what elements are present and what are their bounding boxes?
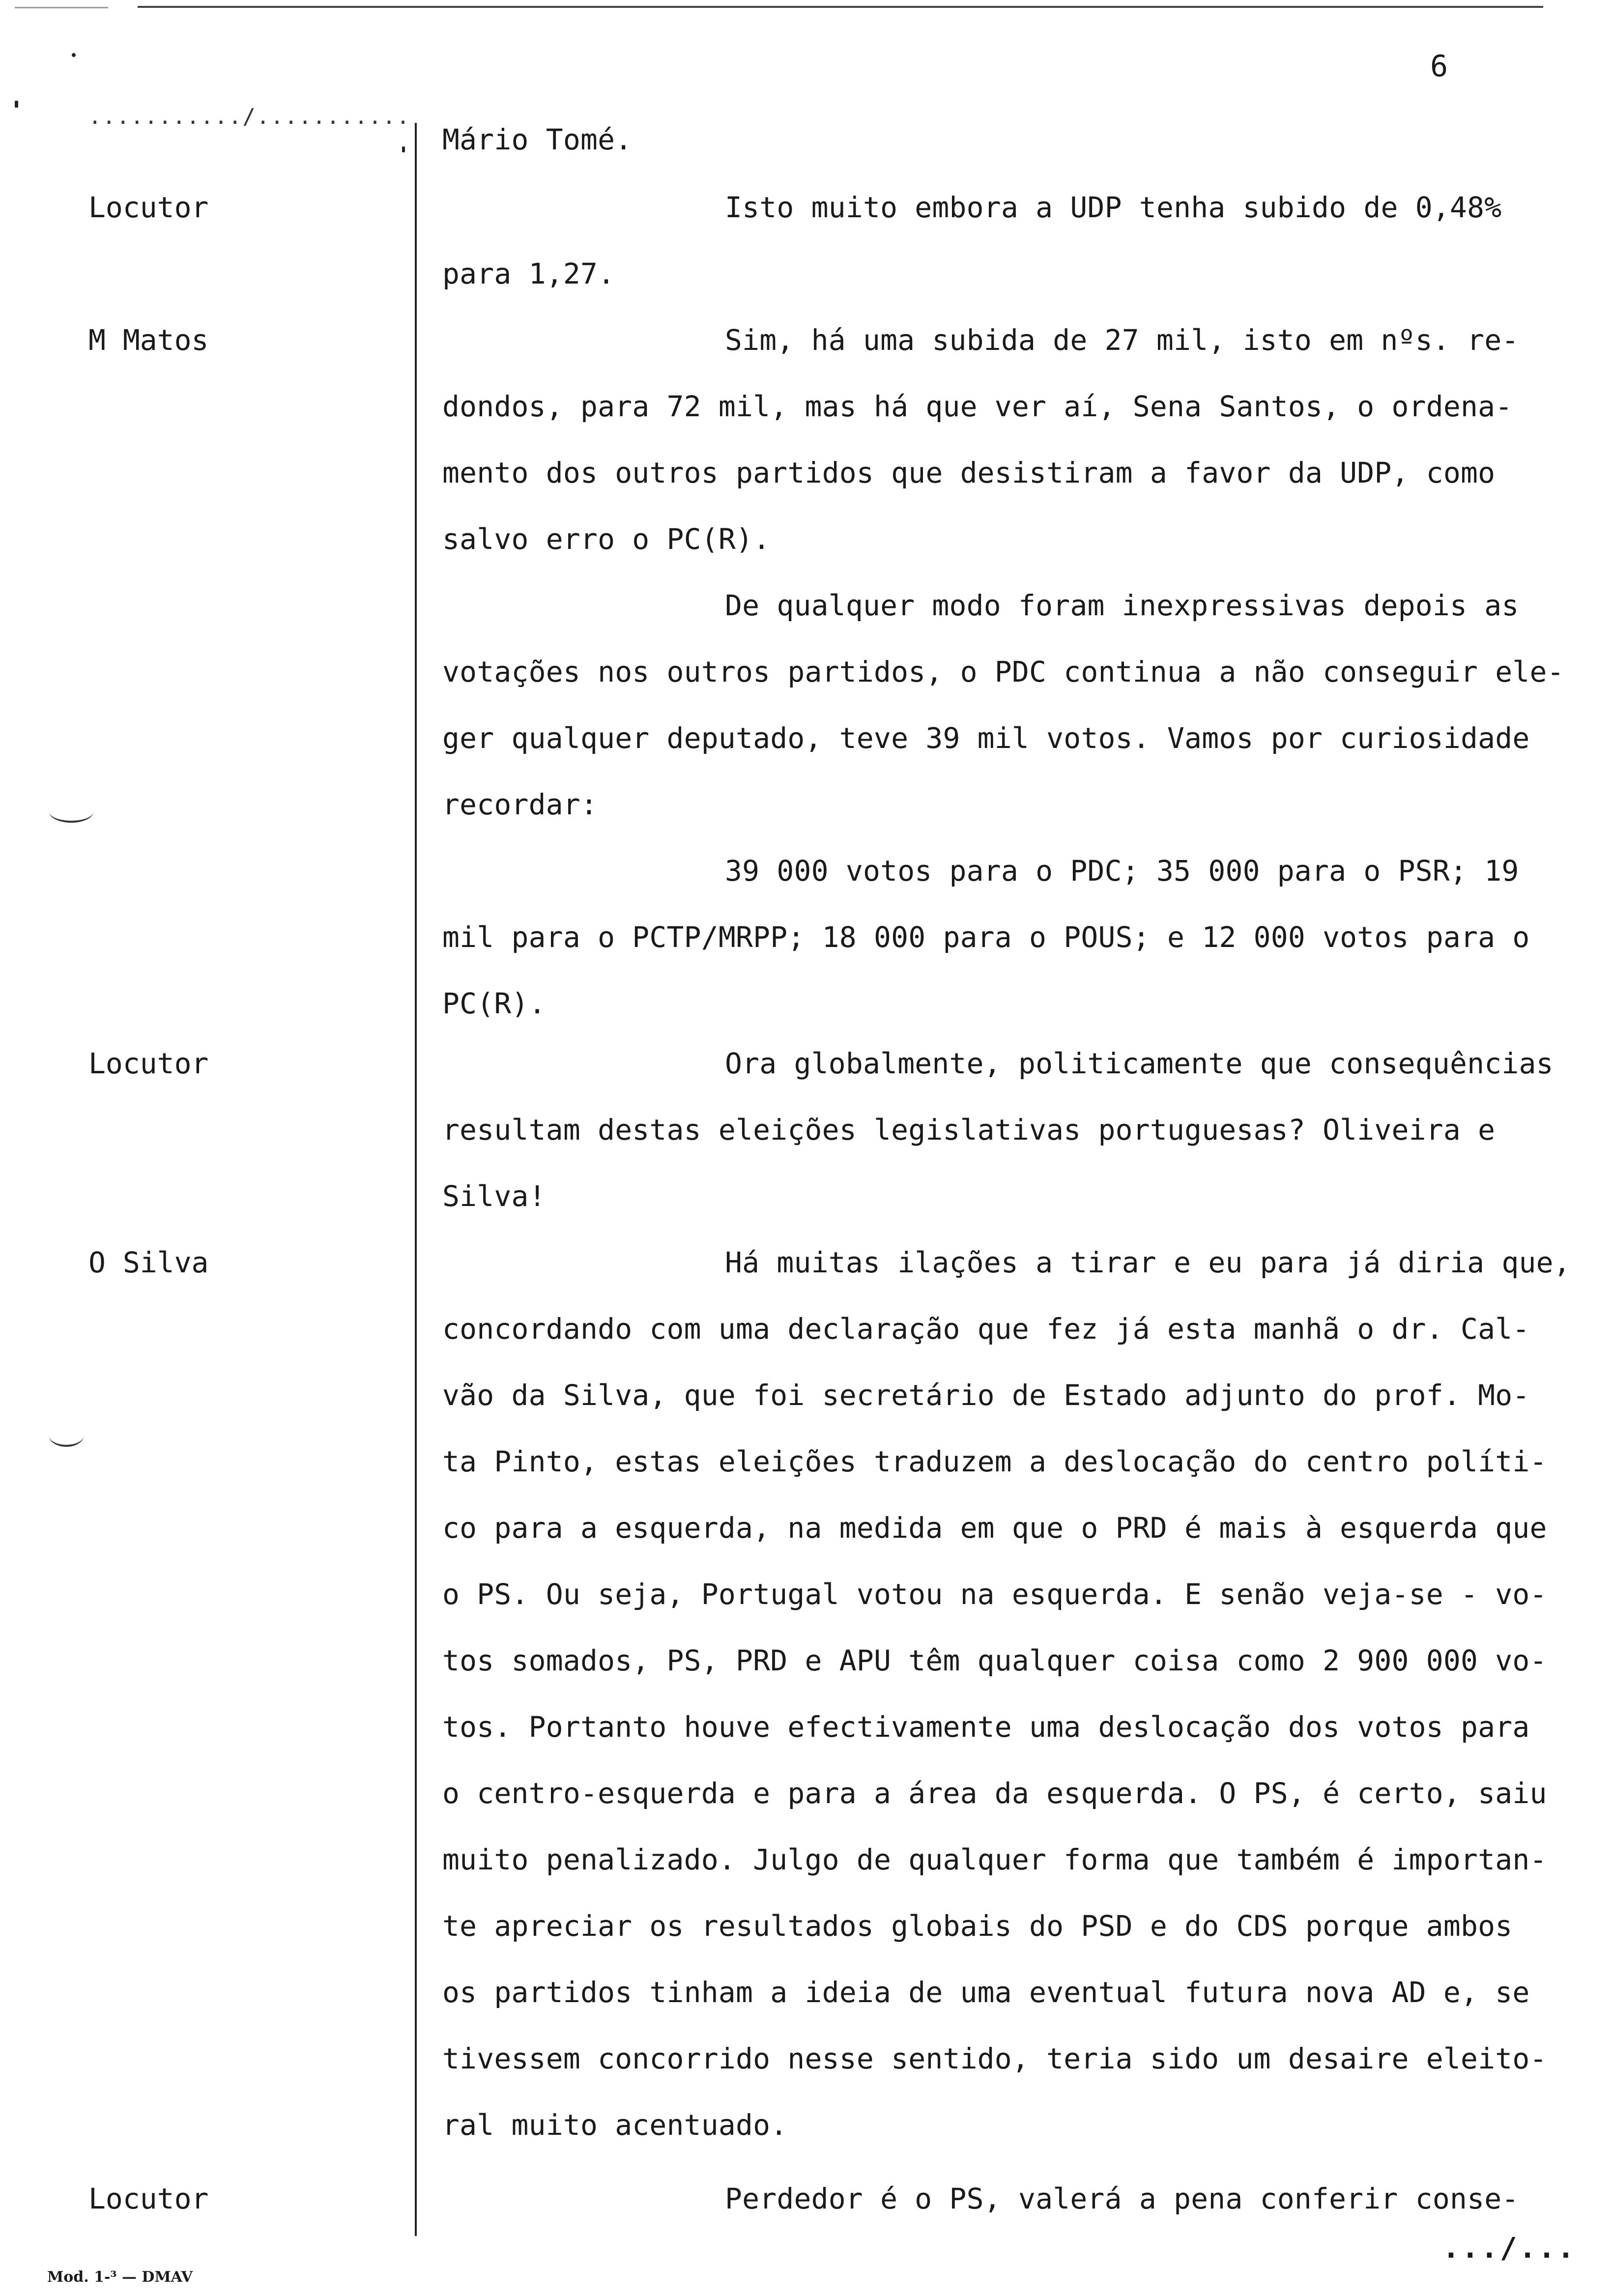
top-rule-fragment <box>15 7 108 8</box>
margin-pen-stroke <box>49 801 93 823</box>
transcript-line: dondos, para 72 mil, mas há que ver aí, Sena Santos, o ordena- <box>442 390 1513 423</box>
transcript-line: vão da Silva, que foi secretário de Estado adjunto do prof. Mo- <box>442 1378 1530 1412</box>
transcript-line: ral muito acentuado. <box>442 2108 788 2142</box>
transcript-line: Silva! <box>442 1179 546 1213</box>
continuation-marker-top: .........../........... <box>88 104 411 129</box>
transcript-line: 39 000 votos para o PDC; 35 000 para o PSR; 19 <box>725 854 1519 888</box>
transcript-line: Isto muito embora a UDP tenha subido de 0,48% <box>725 191 1502 224</box>
transcript-line: Sim, há uma subida de 27 mil, isto em nºs. re- <box>725 323 1519 357</box>
transcript-line: ta Pinto, estas eleições traduzem a deslocação do centro políti- <box>442 1445 1547 1478</box>
form-footer: Mod. 1-³ — DMAV <box>47 2268 193 2286</box>
transcript-line: Mário Tomé. <box>442 123 633 156</box>
transcript-line: para 1,27. <box>442 257 615 290</box>
transcript-line: te apreciar os resultados globais do PSD e do CDS porque ambos <box>442 1909 1513 1943</box>
transcript-line: os partidos tinham a ideia de uma eventual futura nova AD e, se <box>442 1976 1530 2009</box>
transcript-line: Há muitas ilações a tirar e eu para já diria que, <box>725 1246 1571 1279</box>
speaker-label: Locutor <box>88 191 209 224</box>
column-divider <box>415 123 417 2236</box>
transcript-line: recordar: <box>442 788 598 821</box>
transcript-line: ger qualquer deputado, teve 39 mil votos. Vamos por curiosidade <box>442 721 1530 755</box>
transcript-line: Ora globalmente, politicamente que consequências <box>725 1047 1554 1080</box>
transcript-line: votações nos outros partidos, o PDC continua a não conseguir ele- <box>442 655 1564 689</box>
margin-pen-stroke <box>49 1425 84 1447</box>
page-number: 6 <box>1430 49 1448 84</box>
speaker-label: M Matos <box>88 323 209 357</box>
transcript-line: co para a esquerda, na medida em que o PRD é mais à esquerda que <box>442 1511 1547 1545</box>
transcript-line: o PS. Ou seja, Portugal votou na esquerda. E senão veja-se - vo- <box>442 1578 1547 1611</box>
transcript-line: tos. Portanto houve efectivamente uma deslocação dos votos para <box>442 1710 1530 1744</box>
speaker-label: O Silva <box>88 1246 209 1279</box>
transcript-line: muito penalizado. Julgo de qualquer forma que também é importan- <box>442 1843 1547 1876</box>
speaker-label: Locutor <box>88 2182 209 2215</box>
transcript-line: tos somados, PS, PRD e APU têm qualquer coisa como 2 900 000 vo- <box>442 1644 1547 1677</box>
transcript-line: resultam destas eleições legislativas portuguesas? Oliveira e <box>442 1113 1496 1147</box>
transcript-line: Perdedor é o PS, valerá a pena conferir conse- <box>725 2182 1519 2215</box>
transcript-line: salvo erro o PC(R). <box>442 522 771 556</box>
transcript-line: PC(R). <box>442 987 546 1020</box>
speaker-label: Locutor <box>88 1047 209 1080</box>
transcript-line: mento dos outros partidos que desistiram a favor da UDP, como <box>442 456 1496 489</box>
transcript-line: mil para o PCTP/MRPP; 18 000 para o POUS; e 12 000 votos para o <box>442 920 1530 954</box>
top-rule <box>138 6 1543 8</box>
margin-tick <box>402 146 405 152</box>
transcript-line: concordando com uma declaração que fez já esta manhã o dr. Cal- <box>442 1312 1530 1346</box>
transcript-line: tivessem concorrido nesse sentido, teria sido um desaire eleito- <box>442 2042 1547 2075</box>
transcript-line: De qualquer modo foram inexpressivas depois as <box>725 589 1519 622</box>
margin-tick <box>15 101 18 108</box>
continuation-marker-bottom: .../... <box>1442 2231 1577 2265</box>
margin-dot <box>72 53 76 57</box>
transcript-line: o centro-esquerda e para a área da esquerda. O PS, é certo, saiu <box>442 1777 1547 1810</box>
